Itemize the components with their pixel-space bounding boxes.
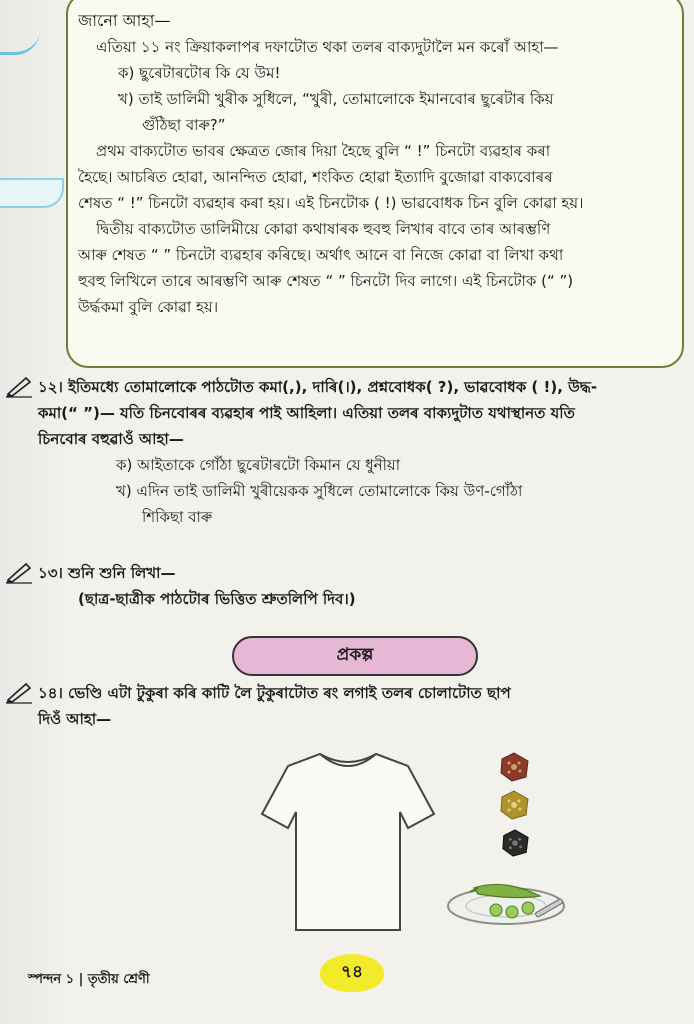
- q12-line: চিনবোৰ বহুৱাওঁ আহা—: [38, 430, 184, 448]
- info-line: দ্বিতীয় বাক্যটোত ডালিমীয়ে কোৱা কথাষাৰক হুবহু লিখাৰ বাবে তাৰ আৰম্ভণি: [96, 220, 551, 238]
- info-line: উৰ্দ্ধকমা বুলি কোৱা হয়।: [78, 298, 219, 316]
- q12-line: ১২। ইতিমধ্যে তোমালোকে পাঠটোত কমা(,), দাৰি(।), প্ৰশ্নবোধক( ?), ভাৱবোধক ( !), উদ্ধ-: [38, 378, 598, 396]
- okra-stamp-black: [500, 828, 530, 858]
- info-line: প্ৰথম বাক্যটোত ভাবৰ ক্ষেত্ৰত জোৰ দিয়া হৈছে বুলি “ !” চিনটো ব্যৱহাৰ কৰা: [96, 142, 551, 160]
- okra-stamp-red: [498, 752, 530, 782]
- q12-item-b-cont: শিকিছা বাৰু: [142, 508, 213, 526]
- pencil-icon: [4, 560, 34, 584]
- decorative-swoosh-2: [0, 178, 64, 208]
- q12-item-b: খ) এদিন তাই ডালিমী খুৰীয়েকক সুধিলে তোমালোকে কিয় উণ-গোঁঠা: [116, 482, 523, 500]
- q13-line: ১৩। শুনি শুনি লিখা—: [38, 564, 176, 582]
- info-line: শেষত “ !” চিনটো ব্যৱহাৰ কৰা হয়। এই চিনটোক ( !) ভাৱবোধক চিন বুলি কোৱা হয়।: [78, 194, 584, 212]
- q13-instruction: (ছাত্ৰ-ছাত্ৰীক পাঠটোৰ ভিত্তিত শ্ৰুতলিপি দিব।): [78, 590, 356, 608]
- pencil-icon: [4, 374, 34, 398]
- question-12: [38, 374, 678, 530]
- q14-line: দিওঁ আহা—: [38, 710, 112, 728]
- info-line: এতিয়া ১১ নং ক্ৰিয়াকলাপৰ দফাটোত থকা তলৰ বাক্যদুটালৈ মন কৰোঁ আহা—: [96, 38, 559, 56]
- info-box: [66, 0, 684, 368]
- q12-item-a: ক) আইতাকে গোঁঠা ছুৰেটাৰটো কিমান যে ধুনীয়া: [116, 456, 401, 474]
- question-13: [38, 560, 678, 612]
- question-14: [38, 680, 678, 732]
- info-line: আৰু শেষত “ ” চিনটো ব্যৱহাৰ কৰিছে। অৰ্থাৎ আনে বা নিজে কোৱা বা লিখা কথা: [78, 246, 564, 264]
- okra-stamp-yellow: [498, 790, 530, 820]
- project-label: প্ৰকল্প: [232, 636, 478, 676]
- tshirt-outline: [258, 748, 438, 934]
- info-line: গুঁঠিছা বাৰু?”: [142, 116, 226, 134]
- info-heading: জানো আহা—: [78, 11, 171, 30]
- info-line: খ) তাই ডালিমী খুৰীক সুধিলে, “খুৰী, তোমালোকে ইমানবোৰ ছুৰেটাৰ কিয়: [118, 90, 554, 108]
- info-line: হুবহু লিখিলে তাৰে আৰম্ভণি আৰু শেষত “ ” চিনটো দিব লাগে। এই চিনটোক (“ ”): [78, 272, 574, 290]
- pencil-icon: [4, 680, 34, 704]
- q12-line: কমা(“ ”)— যতি চিনবোৰৰ ব্যৱহাৰ পাই আহিলা। এতিয়া তলৰ বাক্যদুটাত যথাস্থানত যতি: [38, 404, 575, 422]
- book-title: স্পন্দন ১ | তৃতীয় শ্ৰেণী: [28, 972, 150, 987]
- info-line: হৈছে। আচৰিত হোৱা, আনন্দিত হোৱা, শংকিত হোৱা ইত্যাদি বুজোৱা বাক্যবোৰৰ: [78, 168, 553, 186]
- okra-plate-illustration: [444, 866, 572, 928]
- q14-line: ১৪। ভেণ্ডি এটা টুকুৰা কৰি কাটি লৈ টুকুৰাটোত ৰং লগাই তলৰ চোলাটোত ছাপ: [38, 684, 511, 702]
- info-line: ক) ছুৰেটাৰটোৰ কি যে উম!: [118, 64, 281, 82]
- page-number: ৭৪: [320, 954, 384, 992]
